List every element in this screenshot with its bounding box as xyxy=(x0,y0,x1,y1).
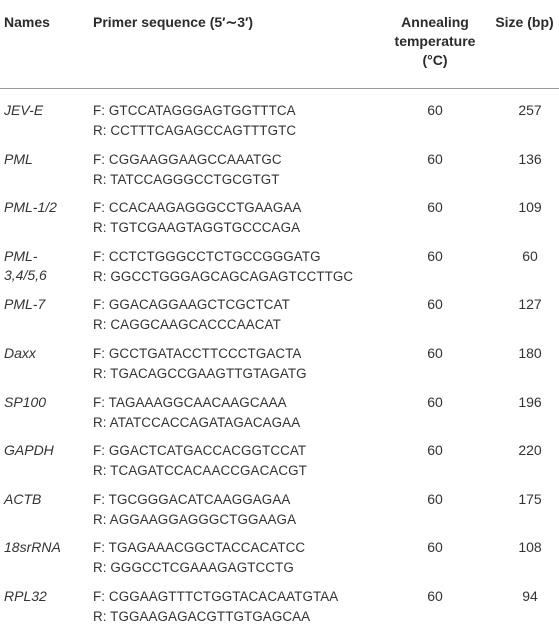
table-row xyxy=(0,339,559,391)
gene-name xyxy=(4,490,41,509)
primer-sequence xyxy=(93,150,282,190)
annealing-temperature: 60 xyxy=(427,345,443,361)
table-row xyxy=(0,533,559,585)
forward-primer: F: GCCTGATACCTTCCCTGACTA xyxy=(93,346,302,361)
table-row xyxy=(0,145,559,197)
gene-name-line1: PML xyxy=(4,150,33,167)
reverse-primer: R: TATCCAGGGCCTGCGTGT xyxy=(93,171,280,187)
header-annealing-temperature xyxy=(385,13,485,70)
reverse-primer: R: TCAGATCCACAACCGACACGT xyxy=(93,463,307,479)
annealing-temperature: 60 xyxy=(427,247,443,264)
gene-name-line2: 3,4/5,6 xyxy=(4,266,47,283)
table-row xyxy=(0,242,559,294)
annealing-temperature: 60 xyxy=(427,296,443,313)
annealing-temperature: 60 xyxy=(427,199,443,216)
forward-primer: F: TGCGGGACATCAAGGAGAA xyxy=(93,491,291,507)
product-size: 127 xyxy=(518,296,542,313)
primer-sequence xyxy=(93,441,307,481)
primer-sequence xyxy=(93,344,307,384)
product-size: 220 xyxy=(518,442,542,459)
primer-sequence xyxy=(93,101,296,141)
gene-name-line1: Daxx xyxy=(4,345,36,361)
product-size: 108 xyxy=(518,539,542,556)
product-size: 175 xyxy=(518,490,542,507)
gene-name xyxy=(4,150,33,169)
primer-sequence xyxy=(93,393,300,433)
primer-sequence xyxy=(93,587,338,627)
reverse-primer: R: AGGAAGGAGGGCTGGAAGA xyxy=(93,511,297,527)
table-row xyxy=(0,582,559,634)
table-header xyxy=(0,0,559,98)
table-row xyxy=(0,193,559,245)
forward-primer: F: TAGAAAGGCAACAAGCAAA xyxy=(93,394,287,410)
table-row xyxy=(0,290,559,342)
reverse-primer: R: CAGGCAAGCACCCAACAT xyxy=(93,317,281,333)
forward-primer: F: CCACAAGAGGGCCTGAAGAA xyxy=(93,200,302,216)
gene-name-line1: ACTB xyxy=(4,490,42,507)
reverse-primer: R: TGGAAGAGACGTTGTGAGCAA xyxy=(93,609,311,624)
gene-name-line1: 18srRNA xyxy=(4,539,61,556)
reverse-primer: R: GGCCTGGGAGCAGCAGAGTCCTTGC xyxy=(93,268,354,284)
product-size: 94 xyxy=(522,588,538,604)
reverse-primer: R: TGACAGCCGAAGTTGTAGATG xyxy=(93,366,307,381)
gene-name-line1: PML- xyxy=(4,247,38,264)
annealing-temperature: 60 xyxy=(427,150,443,167)
gene-name xyxy=(4,393,46,412)
product-size: 257 xyxy=(518,102,542,118)
gene-name-line1: PML-1/2 xyxy=(4,199,57,216)
annealing-temperature: 60 xyxy=(427,442,443,459)
table-row xyxy=(0,436,559,488)
gene-name xyxy=(4,344,36,363)
reverse-primer: R: TGTCGAAGTAGGTGCCCAGA xyxy=(93,220,301,236)
gene-name xyxy=(4,441,54,460)
annealing-temperature: 60 xyxy=(427,490,443,507)
forward-primer: F: CGGAAGTTTCTGGTACACAATGTAA xyxy=(93,589,339,604)
table-row xyxy=(0,96,559,148)
reverse-primer: R: ATATCCACCAGATAGACAGAA xyxy=(93,414,301,430)
gene-name xyxy=(4,295,45,314)
primer-sequence xyxy=(93,538,305,578)
header-annealing-line1: Annealing xyxy=(401,14,469,30)
annealing-temperature: 60 xyxy=(427,539,443,556)
gene-name-line1: RPL32 xyxy=(4,588,47,604)
product-size: 196 xyxy=(518,393,542,410)
header-names: Names xyxy=(4,14,50,30)
primer-sequence xyxy=(93,247,353,287)
primer-sequence xyxy=(93,295,290,335)
header-divider xyxy=(0,88,559,89)
product-size: 109 xyxy=(518,199,542,216)
header-primer-sequence: Primer sequence (5′∼3′) xyxy=(93,14,254,30)
primer-sequence xyxy=(93,198,301,238)
annealing-temperature: 60 xyxy=(427,393,443,410)
gene-name xyxy=(4,587,47,606)
gene-name-line1: JEV-E xyxy=(4,102,44,118)
annealing-temperature: 60 xyxy=(427,588,443,604)
reverse-primer: R: CCTTTCAGAGCCAGTTTGTC xyxy=(93,123,297,138)
gene-name-line1: PML-7 xyxy=(4,296,46,313)
product-size: 136 xyxy=(518,150,542,167)
product-size: 180 xyxy=(518,345,542,361)
product-size: 60 xyxy=(522,247,538,264)
header-annealing-line3: (°C) xyxy=(422,52,448,68)
table-row xyxy=(0,388,559,440)
forward-primer: F: GTCCATAGGGAGTGGTTTCA xyxy=(93,103,296,118)
gene-name-line1: SP100 xyxy=(4,393,47,410)
primer-sequence xyxy=(93,490,296,530)
header-size: Size (bp) xyxy=(495,14,554,30)
gene-name xyxy=(4,247,47,285)
forward-primer: F: GGACAGGAAGCTCGCTCAT xyxy=(93,297,290,313)
table-row xyxy=(0,485,559,537)
forward-primer: F: TGAGAAACGGCTACCACATCC xyxy=(93,540,306,556)
reverse-primer: R: GGGCCTCGAAAGAGTCCTG xyxy=(93,560,294,576)
annealing-temperature: 60 xyxy=(427,102,443,118)
gene-name-line1: GAPDH xyxy=(4,442,54,459)
header-annealing-line2: temperature xyxy=(394,33,476,49)
forward-primer: F: CGGAAGGAAGCCAAATGC xyxy=(93,151,282,167)
forward-primer: F: CCTCTGGGCCTCTGCCGGGATG xyxy=(93,248,321,264)
gene-name xyxy=(4,101,43,120)
forward-primer: F: GGACTCATGACCACGGTCCAT xyxy=(93,443,307,459)
gene-name xyxy=(4,198,57,217)
gene-name xyxy=(4,538,61,557)
